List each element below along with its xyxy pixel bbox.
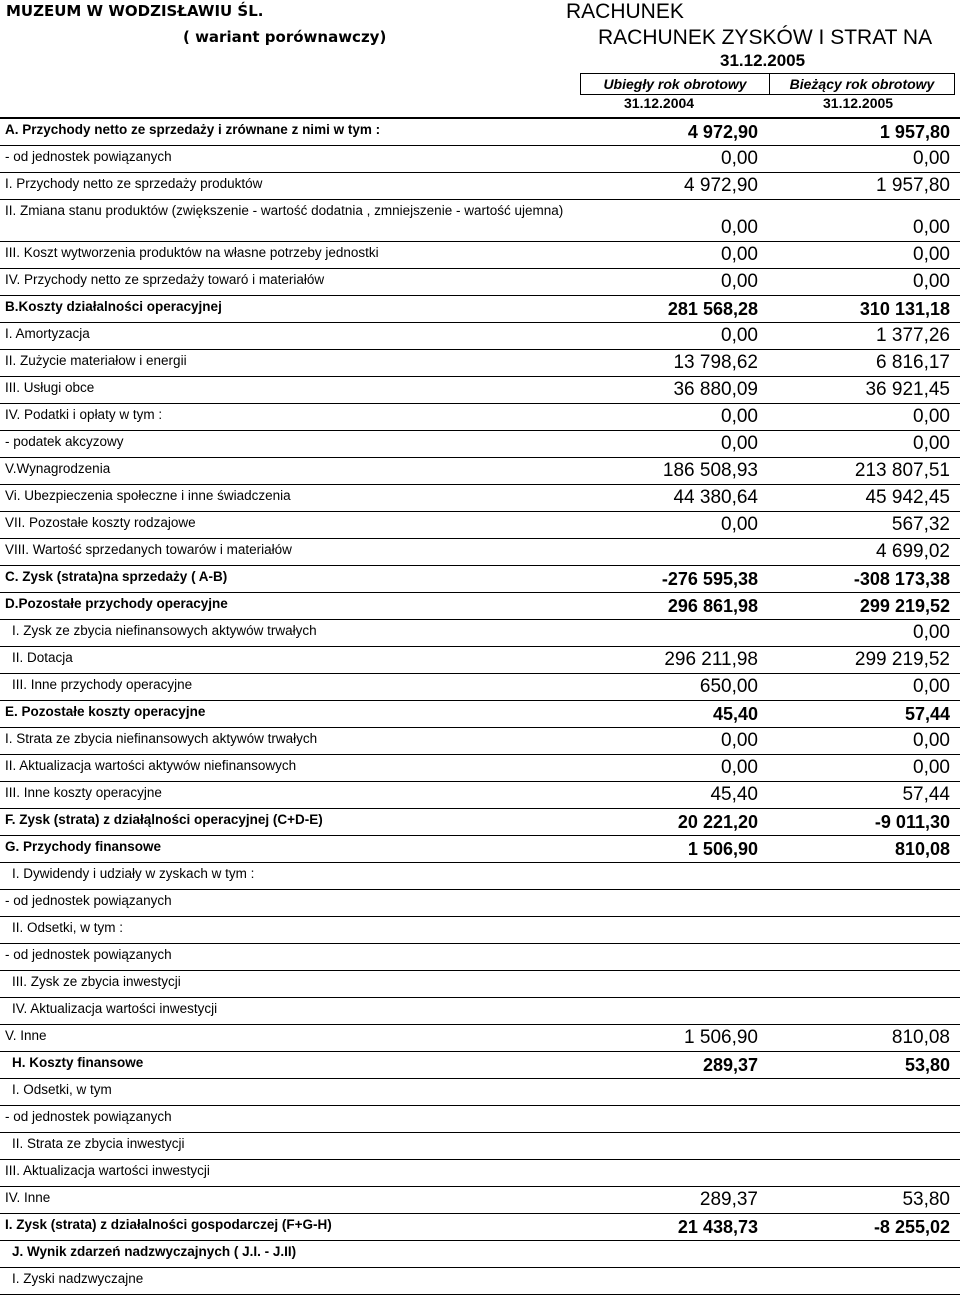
row-label: I. Odsetki, w tym xyxy=(12,1082,112,1097)
value-current-year: 0,00 xyxy=(913,406,950,427)
column-date-previous: 31.12.2004 xyxy=(624,95,695,111)
row-label: II. Odsetki, w tym : xyxy=(12,920,124,935)
column-header-previous-year: Ubiegły rok obrotowy xyxy=(580,73,770,95)
table-row xyxy=(0,998,960,1025)
table-row xyxy=(0,1214,960,1241)
row-label: F. Zysk (strata) z działąlności operacyjnej (C+D-E) xyxy=(5,812,323,827)
table-row xyxy=(0,755,960,782)
value-previous-year: 1 506,90 xyxy=(684,1027,758,1048)
value-previous-year: 44 380,64 xyxy=(673,487,758,508)
row-label: V. Inne xyxy=(5,1028,47,1043)
value-current-year: 1 957,80 xyxy=(876,175,950,196)
value-previous-year: 4 972,90 xyxy=(687,122,758,142)
value-previous-year: -276 595,38 xyxy=(661,569,758,589)
page-title: RACHUNEK xyxy=(566,0,684,23)
row-label: V.Wynagrodzenia xyxy=(5,461,111,476)
table-row xyxy=(0,647,960,674)
value-previous-year: 0,00 xyxy=(721,406,758,427)
row-label: I. Strata ze zbycia niefinansowych aktywów trwałych xyxy=(5,731,318,746)
value-current-year: 299 219,52 xyxy=(859,596,950,616)
value-current-year: 0,00 xyxy=(913,622,950,643)
row-label: III. Zysk ze zbycia inwestycji xyxy=(12,974,181,989)
table-row xyxy=(0,1133,960,1160)
value-current-year: -8 255,02 xyxy=(873,1217,950,1237)
row-label: B.Koszty działalności operacyjnej xyxy=(5,299,222,314)
value-previous-year: 650,00 xyxy=(699,676,758,697)
table-row xyxy=(0,269,960,296)
table-row xyxy=(0,377,960,404)
table-row xyxy=(0,350,960,377)
value-current-year: 0,00 xyxy=(913,730,950,751)
table-row xyxy=(0,404,960,431)
row-label: C. Zysk (strata)na sprzedaży ( A-B) xyxy=(5,569,228,584)
value-previous-year: 36 880,09 xyxy=(673,379,758,400)
table-row xyxy=(0,566,960,593)
value-current-year: 0,00 xyxy=(913,148,950,169)
value-current-year: 6 816,17 xyxy=(876,352,950,373)
table-row xyxy=(0,1187,960,1214)
report-date: 31.12.2005 xyxy=(720,51,806,70)
column-date-current: 31.12.2005 xyxy=(823,95,894,111)
value-previous-year: 0,00 xyxy=(721,271,758,292)
value-previous-year: 20 221,20 xyxy=(677,812,758,832)
value-current-year: 57,44 xyxy=(902,784,950,805)
table-row xyxy=(0,200,960,242)
table-row xyxy=(0,242,960,269)
row-label: VIII. Wartość sprzedanych towarów i materiałów xyxy=(5,542,292,557)
value-previous-year: 289,37 xyxy=(699,1189,758,1210)
value-previous-year: 0,00 xyxy=(721,730,758,751)
row-label: IV. Aktualizacja wartości inwestycji xyxy=(12,1001,218,1016)
value-current-year: 213 807,51 xyxy=(854,460,950,481)
value-current-year: 567,32 xyxy=(891,514,950,535)
row-label: I. Dywidendy i udziały w zyskach w tym : xyxy=(12,866,255,881)
table-row xyxy=(0,1106,960,1133)
value-current-year: 0,00 xyxy=(913,676,950,697)
row-label: II. Aktualizacja wartości aktywów niefinansowych xyxy=(5,758,297,773)
row-label: J. Wynik zdarzeń nadzwyczajnych ( J.I. - J.II) xyxy=(12,1244,297,1259)
table-row xyxy=(0,1052,960,1079)
row-label: - od jednostek powiązanych xyxy=(5,893,172,908)
row-label: - od jednostek powiązanych xyxy=(5,149,172,164)
row-label: A. Przychody netto ze sprzedaży i zrównane z nimi w tym : xyxy=(5,122,381,137)
table-row xyxy=(0,512,960,539)
table-row xyxy=(0,485,960,512)
table-row xyxy=(0,836,960,863)
table-row xyxy=(0,431,960,458)
table-row xyxy=(0,809,960,836)
value-current-year: 299 219,52 xyxy=(854,649,950,670)
value-previous-year: 0,00 xyxy=(721,325,758,346)
value-current-year: 53,80 xyxy=(902,1189,950,1210)
value-previous-year: 0,00 xyxy=(721,244,758,265)
row-label: H. Koszty finansowe xyxy=(12,1055,144,1070)
value-current-year: 0,00 xyxy=(913,244,950,265)
value-previous-year: 0,00 xyxy=(721,217,758,238)
table-row xyxy=(0,1241,960,1268)
table-row xyxy=(0,971,960,998)
row-label: III. Usługi obce xyxy=(5,380,95,395)
value-current-year: 0,00 xyxy=(913,757,950,778)
value-current-year: 36 921,45 xyxy=(865,379,950,400)
value-current-year: 810,08 xyxy=(891,1027,950,1048)
table-row xyxy=(0,323,960,350)
page-subtitle: RACHUNEK ZYSKÓW I STRAT NA xyxy=(598,26,933,49)
variant-label: ( wariant porównawczy) xyxy=(183,28,387,46)
value-current-year: -308 173,38 xyxy=(853,569,950,589)
row-label: D.Pozostałe przychody operacyjne xyxy=(5,596,228,611)
value-previous-year: 21 438,73 xyxy=(677,1217,758,1237)
table-row xyxy=(0,701,960,728)
row-label: IV. Podatki i opłaty w tym : xyxy=(5,407,163,422)
row-label: VII. Pozostałe koszty rodzajowe xyxy=(5,515,196,530)
value-previous-year: 13 798,62 xyxy=(673,352,758,373)
table-row xyxy=(0,944,960,971)
value-current-year: 57,44 xyxy=(904,704,950,724)
value-previous-year: 0,00 xyxy=(721,148,758,169)
value-current-year: 0,00 xyxy=(913,217,950,238)
row-label: I. Zysk (strata) z działalności gospodarczej (F+G-H) xyxy=(5,1217,332,1232)
organization-name: MUZEUM W WODZISŁAWIU ŚL. xyxy=(6,2,264,20)
value-previous-year: 186 508,93 xyxy=(662,460,758,481)
income-statement-table xyxy=(0,117,960,1295)
value-previous-year: 0,00 xyxy=(721,757,758,778)
row-label: III. Koszt wytworzenia produktów na własne potrzeby jednostki xyxy=(5,245,379,260)
table-row xyxy=(0,458,960,485)
value-current-year: 0,00 xyxy=(913,271,950,292)
value-previous-year: 281 568,28 xyxy=(667,299,758,319)
value-current-year: 4 699,02 xyxy=(876,541,950,562)
row-label: III. Inne koszty operacyjne xyxy=(5,785,162,800)
table-row xyxy=(0,620,960,647)
row-label: IV. Inne xyxy=(5,1190,51,1205)
value-previous-year: 296 211,98 xyxy=(664,649,758,670)
row-label: - od jednostek powiązanych xyxy=(5,947,172,962)
value-current-year: 0,00 xyxy=(913,433,950,454)
value-current-year: 310 131,18 xyxy=(859,299,950,319)
table-row xyxy=(0,593,960,620)
row-label: III. Inne przychody operacyjne xyxy=(12,677,193,692)
table-row xyxy=(0,296,960,323)
table-row xyxy=(0,1160,960,1187)
column-header-current-year: Bieżący rok obrotowy xyxy=(769,73,955,95)
value-previous-year: 45,40 xyxy=(710,784,758,805)
row-label: Vi. Ubezpieczenia społeczne i inne świadczenia xyxy=(5,488,291,503)
row-label: II. Strata ze zbycia inwestycji xyxy=(12,1136,185,1151)
table-row xyxy=(0,863,960,890)
row-label: - podatek akcyzowy xyxy=(5,434,124,449)
row-label: I. Zyski nadzwyczajne xyxy=(12,1271,144,1286)
row-label: I. Amortyzacja xyxy=(5,326,90,341)
value-previous-year: 0,00 xyxy=(721,433,758,454)
value-current-year: 1 957,80 xyxy=(879,122,950,142)
table-row xyxy=(0,890,960,917)
table-row xyxy=(0,1268,960,1295)
row-label: - od jednostek powiązanych xyxy=(5,1109,172,1124)
table-row xyxy=(0,782,960,809)
value-previous-year: 0,00 xyxy=(721,514,758,535)
value-current-year: 1 377,26 xyxy=(876,325,950,346)
value-current-year: 45 942,45 xyxy=(865,487,950,508)
table-row xyxy=(0,119,960,146)
value-previous-year: 1 506,90 xyxy=(687,839,758,859)
row-label: II. Zużycie materiałow i energii xyxy=(5,353,187,368)
table-row xyxy=(0,173,960,200)
table-row xyxy=(0,146,960,173)
table-row xyxy=(0,917,960,944)
table-row xyxy=(0,728,960,755)
row-label: II. Zmiana stanu produktów (zwiększenie - wartość dodatnia , zmniejszenie - wartość ujemna) xyxy=(5,203,564,218)
row-label: I. Przychody netto ze sprzedaży produktów xyxy=(5,176,263,191)
row-label: III. Aktualizacja wartości inwestycji xyxy=(5,1163,210,1178)
table-row xyxy=(0,674,960,701)
row-label: E. Pozostałe koszty operacyjne xyxy=(5,704,206,719)
value-previous-year: 45,40 xyxy=(712,704,758,724)
value-current-year: 810,08 xyxy=(894,839,950,859)
row-label: II. Dotacja xyxy=(12,650,73,665)
value-current-year: 53,80 xyxy=(904,1055,950,1075)
table-row xyxy=(0,1079,960,1106)
value-current-year: -9 011,30 xyxy=(874,812,950,832)
table-row xyxy=(0,1025,960,1052)
row-label: I. Zysk ze zbycia niefinansowych aktywów trwałych xyxy=(12,623,317,638)
value-previous-year: 289,37 xyxy=(702,1055,758,1075)
row-label: IV. Przychody netto ze sprzedaży towaró i materiałów xyxy=(5,272,325,287)
row-label: G. Przychody finansowe xyxy=(5,839,162,854)
value-previous-year: 4 972,90 xyxy=(684,175,758,196)
value-previous-year: 296 861,98 xyxy=(667,596,758,616)
table-row xyxy=(0,539,960,566)
